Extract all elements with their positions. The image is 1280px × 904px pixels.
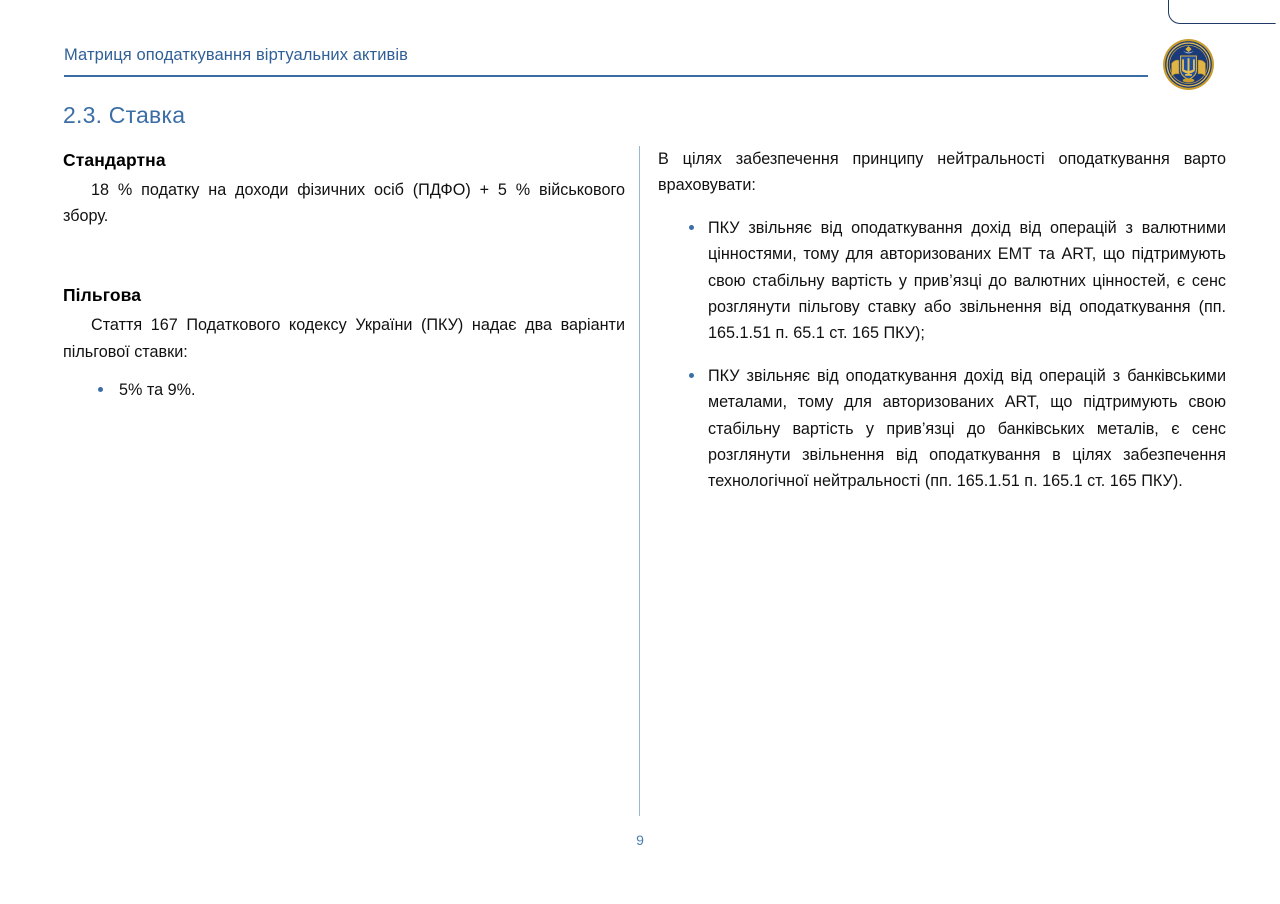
bullet-dot-icon — [98, 387, 103, 392]
list-item — [658, 215, 1226, 347]
heading-preferential-rate: Пільгова — [63, 285, 142, 306]
header-title: Матриця оподаткування віртуальних активів — [64, 46, 409, 64]
list-item-text: ПКУ звільняє від оподаткування дохід від операцій з валютними цінностями, тому для авторизованих ЕМТ та ART, що підтримують свою стабільну вартість у прив’язці до валютних цінностей, є сенс розглянути пільгову ставку або звільнення від оподаткування (пп. 165.1.51 п. 65.1 ст. 165 ПКУ); — [708, 218, 1226, 343]
preferential-rate-bullet-list — [63, 377, 625, 403]
page-number: 9 — [636, 832, 644, 848]
heading-standard-rate: Стандартна — [63, 150, 166, 170]
list-item-text: 5% та 9%. — [119, 380, 196, 399]
bullet-dot-icon — [689, 373, 694, 378]
list-item — [63, 377, 625, 403]
section-title: 2.3. Ставка — [63, 102, 186, 128]
paragraph-preferential-rate: Стаття 167 Податкового кодексу України (ПКУ) надає два варіанти пільгової ставки: — [63, 316, 625, 361]
corner-frame-decoration — [1168, 0, 1276, 24]
ukraine-state-emblem-icon — [1162, 38, 1215, 91]
left-column — [63, 150, 625, 403]
list-item — [658, 363, 1226, 495]
header-divider-rule — [64, 75, 1148, 77]
page-header — [64, 46, 1149, 65]
paragraph-neutrality-intro: В цілях забезпечення принципу нейтральності оподаткування варто враховувати: — [658, 150, 1226, 195]
column-divider — [639, 146, 640, 816]
neutrality-bullet-list — [658, 215, 1226, 495]
right-column — [658, 146, 1226, 511]
bullet-dot-icon — [689, 225, 694, 230]
paragraph-standard-rate: 18 % податку на доходи фізичних осіб (ПДФО) + 5 % військового збору. — [63, 181, 625, 226]
list-item-text: ПКУ звільняє від оподаткування дохід від операцій з банківськими металами, тому для авторизованих ART, що підтримують свою стабільну вартість у прив’язці до банківських металів, є сенс розглянути звільнення від оподаткування в цілях забезпечення технологічної нейтральності (пп. 165.1.51 п. 165.1 ст. 165 ПКУ). — [708, 366, 1226, 491]
